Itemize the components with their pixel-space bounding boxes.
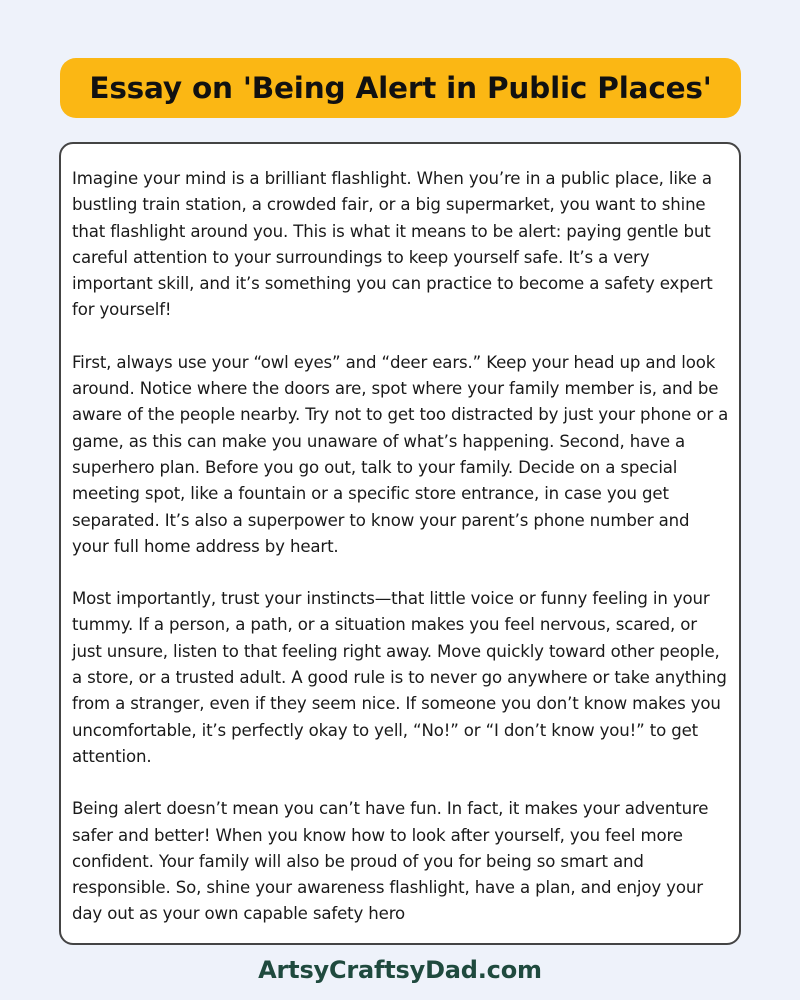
essay-card: [59, 142, 741, 945]
essay-paragraph-3: Most importantly, trust your instincts—that little voice or funny feeling in your tummy. If a person, a path, or a situation makes you feel nervous, scared, or just unsure, listen to that feeling right away. Move quickly toward other people, a store, or a trusted adult. A good rule is to never go anywhere or take anything from a stranger, even if they seem nice. If someone you don’t know makes you uncomfortable, it’s perfectly okay to yell, “No!” or “I don’t know you!” to get attention.: [72, 589, 727, 766]
essay-paragraph-4: Being alert doesn’t mean you can’t have fun. In fact, it makes your adventure safer and better! When you know how to look after yourself, you feel more confident. Your family will also be proud of you for being so smart and responsible. So, shine your awareness flashlight, have a plan, and enjoy your day out as your own capable safety hero: [72, 799, 709, 924]
page-title: Essay on 'Being Alert in Public Places': [89, 71, 712, 105]
essay-paragraph-2: First, always use your “owl eyes” and “deer ears.” Keep your head up and look around. Notice where the doors are, spot where your family member is, and be aware of the people nearby. Try not to get too distracted by just your phone or a game, as this can make you unaware of what’s happening. Second, have a superhero plan. Before you go out, talk to your family. Decide on a special meeting spot, like a fountain or a specific store entrance, in case you get separated. It’s also a superpower to know your parent’s phone number and your full home address by heart.: [72, 352, 729, 556]
title-banner: [60, 58, 741, 118]
essay-paragraph-1: Imagine your mind is a brilliant flashlight. When you’re in a public place, like a bustling train station, a crowded fair, or a big supermarket, you want to shine that flashlight around you. This is what it means to be alert: paying gentle but careful attention to your surroundings to keep yourself safe. It’s a very important skill, and it’s something you can practice to become a safety expert for yourself!: [72, 169, 713, 320]
footer-brand-link[interactable]: ArtsyCraftsyDad.com: [258, 956, 542, 984]
